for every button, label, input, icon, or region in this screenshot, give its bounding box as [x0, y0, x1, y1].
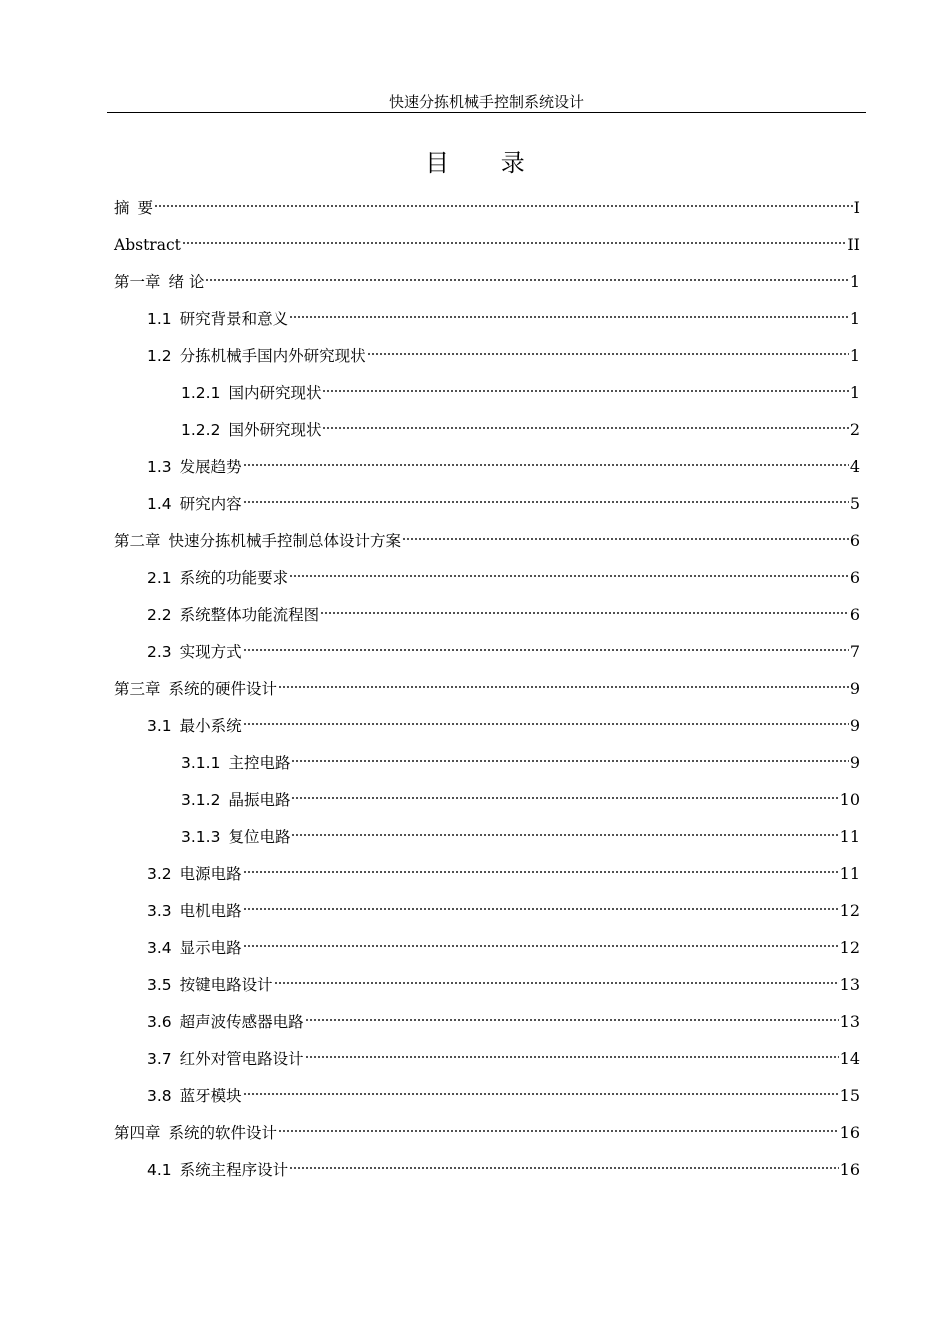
page-title: 目 录 [425, 149, 547, 177]
toc-entry-section[interactable] [147, 890, 860, 920]
toc-entry-page: 1 [849, 346, 860, 365]
toc-entry-page: 15 [839, 1086, 860, 1105]
toc-entry-label: 3.1.2 晶振电路 [181, 791, 291, 809]
toc-entry-label: 4.1 系统主程序设计 [147, 1161, 289, 1179]
toc-entry-page: 12 [839, 938, 860, 957]
toc-entry-page: 2 [849, 420, 860, 439]
toc-entry-label: 第四章 系统的软件设计 [114, 1124, 278, 1142]
toc-entry-page: 7 [849, 642, 860, 661]
toc-entry-page: I [853, 198, 860, 217]
dot-leader [243, 446, 849, 472]
toc-entry-label: 3.1.1 主控电路 [181, 754, 291, 772]
toc-entry-subsection[interactable] [181, 372, 860, 402]
dot-leader [320, 594, 849, 620]
dot-leader [291, 779, 838, 805]
toc-entry-label: 3.1 最小系统 [147, 717, 242, 735]
toc-entry-section[interactable] [147, 1149, 860, 1179]
toc-entry-page: 13 [839, 1012, 860, 1031]
dot-leader [243, 705, 849, 731]
toc-entry-label: Abstract [114, 236, 181, 254]
dot-leader [154, 187, 853, 213]
toc-entry-section[interactable] [147, 1001, 860, 1031]
toc-entry-label: 3.3 电机电路 [147, 902, 242, 920]
toc-entry-label: 1.2.1 国内研究现状 [181, 384, 322, 402]
toc-entry-page: 16 [839, 1123, 860, 1142]
dot-leader [243, 927, 839, 953]
toc-entry-chapter-4[interactable] [114, 1112, 860, 1142]
dot-leader [182, 224, 847, 250]
dot-leader [289, 1149, 838, 1175]
toc-entry-page: 13 [839, 975, 860, 994]
toc-entry-section[interactable] [147, 446, 860, 476]
toc-entry-subsection[interactable] [181, 779, 860, 809]
toc-entry-label: 1.4 研究内容 [147, 495, 242, 513]
toc-entry-subsection[interactable] [181, 816, 860, 846]
toc-entry-page: 9 [849, 716, 860, 735]
toc-entry-label: 第三章 系统的硬件设计 [114, 680, 278, 698]
toc-entry-section[interactable] [147, 483, 860, 513]
dot-leader [305, 1038, 839, 1064]
dot-leader [243, 483, 849, 509]
toc-entry-page: 11 [839, 827, 860, 846]
toc-entry-label: 1.2 分拣机械手国内外研究现状 [147, 347, 366, 365]
toc-entry-page: 14 [839, 1049, 860, 1068]
toc-entry-label: 3.7 红外对管电路设计 [147, 1050, 304, 1068]
toc-entry-section[interactable] [147, 1075, 860, 1105]
dot-leader [243, 631, 849, 657]
toc-entry-label: 1.2.2 国外研究现状 [181, 421, 322, 439]
toc-entry-section[interactable] [147, 298, 860, 328]
dot-leader [274, 964, 839, 990]
toc-entry-label: 3.4 显示电路 [147, 939, 242, 957]
toc-entry-page: 5 [849, 494, 860, 513]
toc-entry-page: 4 [849, 457, 860, 476]
toc-entry-page: 6 [849, 605, 860, 624]
toc-entry-page: 9 [849, 753, 860, 772]
dot-leader [289, 557, 849, 583]
toc-entry-section[interactable] [147, 1038, 860, 1068]
toc-entry-section[interactable] [147, 927, 860, 957]
toc-entry-page: 10 [839, 790, 860, 809]
toc-entry-section[interactable] [147, 335, 860, 365]
dot-leader [278, 668, 849, 694]
dot-leader [205, 261, 848, 287]
toc-entry-chapter-2[interactable] [114, 520, 860, 550]
toc-entry-page: 11 [839, 864, 860, 883]
toc-entry-subsection[interactable] [181, 742, 860, 772]
toc-entry-section[interactable] [147, 705, 860, 735]
toc-entry-section[interactable] [147, 557, 860, 587]
toc-entry-label: 第一章 绪 论 [114, 273, 205, 291]
toc-entry-section[interactable] [147, 853, 860, 883]
toc-entry-chapter-3[interactable] [114, 668, 860, 698]
toc-entry-label: 2.2 系统整体功能流程图 [147, 606, 320, 624]
toc-entry-label: 3.2 电源电路 [147, 865, 242, 883]
dot-leader [322, 372, 848, 398]
toc-entry-page: 9 [849, 679, 860, 698]
toc-entry-page: 12 [839, 901, 860, 920]
dot-leader [243, 853, 839, 879]
dot-leader [289, 298, 849, 324]
toc-entry-label: 2.1 系统的功能要求 [147, 569, 289, 587]
toc-entry-page: 1 [849, 272, 860, 291]
toc-entry-label: 3.1.3 复位电路 [181, 828, 291, 846]
toc-entry-label: 1.1 研究背景和意义 [147, 310, 289, 328]
dot-leader [291, 816, 838, 842]
toc-entry-page: 16 [839, 1160, 860, 1179]
toc-entry-abstract-cn[interactable] [114, 187, 860, 217]
toc-entry-label: 1.3 发展趋势 [147, 458, 242, 476]
dot-leader [243, 890, 839, 916]
toc-entry-section[interactable] [147, 631, 860, 661]
dot-leader [402, 520, 849, 546]
dot-leader [278, 1112, 839, 1138]
toc-entry-chapter-1[interactable] [114, 261, 860, 291]
toc-entry-page: 1 [849, 309, 860, 328]
dot-leader [291, 742, 848, 768]
toc-entry-label: 3.5 按键电路设计 [147, 976, 273, 994]
toc-entry-label: 第二章 快速分拣机械手控制总体设计方案 [114, 532, 402, 550]
toc-entry-label: 摘 要 [114, 199, 154, 217]
toc-entry-section[interactable] [147, 594, 860, 624]
running-header: 快速分拣机械手控制系统设计 [388, 93, 584, 111]
toc-entry-page: 6 [849, 568, 860, 587]
toc-entry-subsection[interactable] [181, 409, 860, 439]
toc-entry-page: II [847, 235, 860, 254]
toc-entry-section[interactable] [147, 964, 860, 994]
toc-entry-label: 2.3 实现方式 [147, 643, 242, 661]
toc-entry-abstract-en[interactable] [114, 224, 860, 254]
dot-leader [305, 1001, 839, 1027]
toc-entry-label: 3.8 蓝牙模块 [147, 1087, 242, 1105]
toc-entry-page: 6 [849, 531, 860, 550]
dot-leader [243, 1075, 839, 1101]
dot-leader [322, 409, 848, 435]
toc-entry-label: 3.6 超声波传感器电路 [147, 1013, 304, 1031]
dot-leader [367, 335, 849, 361]
toc-entry-page: 1 [849, 383, 860, 402]
